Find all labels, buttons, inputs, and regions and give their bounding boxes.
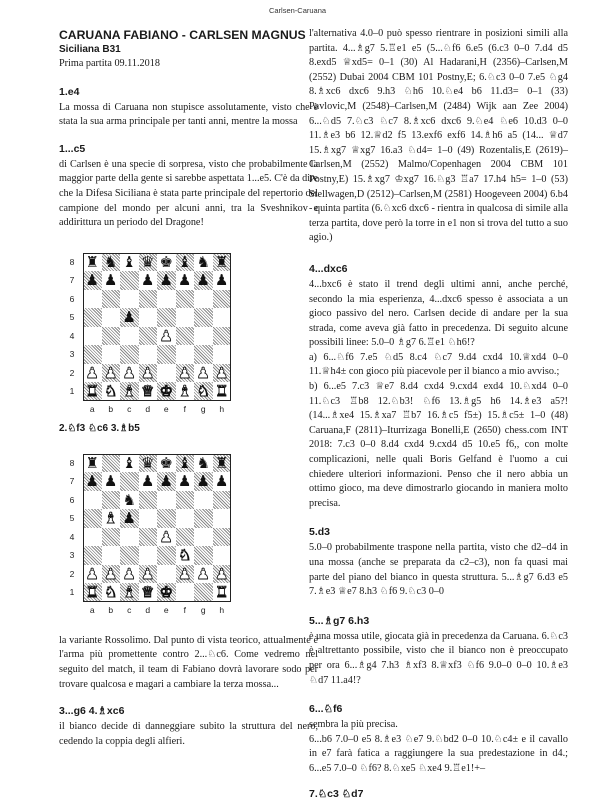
black-pawn-icon: ♟ <box>178 271 192 290</box>
white-knight-icon: ♞ <box>104 382 118 401</box>
black-knight-icon: ♞ <box>104 252 118 271</box>
black-pawn-icon: ♟ <box>196 472 210 491</box>
white-pawn-icon: ♟ <box>178 363 192 382</box>
white-pawn-icon: ♟ <box>141 363 155 382</box>
rank-label: 4 <box>69 330 75 341</box>
running-header: Carlsen-Caruana <box>268 6 327 15</box>
rank-label: 1 <box>69 386 75 397</box>
rank-label: 4 <box>69 531 75 542</box>
file-label: e <box>163 403 169 414</box>
white-pawn-icon: ♟ <box>104 363 118 382</box>
file-label: c <box>127 403 132 414</box>
move-comment-2: di Carlsen è una specie di sorpresa, visto che probabilmente la maggior parte della gente si sarebbe aspettata 1...e5. C'è da dire che la Difesa Siciliana è stata parte principale del repertorio del campione del mondo per alcuni anni, tra la Sveshnikov e addirittura un periodo del Dragone! <box>59 158 318 229</box>
black-pawn-icon: ♟ <box>141 271 155 290</box>
move-heading-2: 1...c5 <box>59 142 86 155</box>
white-pawn-icon: ♟ <box>85 363 99 382</box>
move-heading-7: 6...♘f6 <box>309 703 343 716</box>
white-pawn-icon: ♟ <box>178 564 192 583</box>
white-pawn-icon: ♟ <box>159 527 173 546</box>
black-queen-icon: ♛ <box>141 252 155 271</box>
black-knight-icon: ♞ <box>196 252 210 271</box>
rank-label: 1 <box>69 587 75 598</box>
move-comment-6: è una mossa utile, giocata già in precedenza da Caruana. 6.♘c3 è altrettanto possibile, visto che il bianco non è preoccupato per ora 6...♗g4 7.h3 ♗xf3 8.♕xf3 ♘f6 9.0–0 0–0 10.♗e3 ♘d7 11.a4!? <box>309 630 568 686</box>
black-rook-icon: ♜ <box>85 252 99 271</box>
move-comment-1: La mossa di Caruana non stupisce assolutamente, visto che è stata la sua arma principale per tanti anni, mentre la mossa <box>59 101 318 128</box>
rank-label: 3 <box>69 349 75 360</box>
rank-label: 3 <box>69 550 75 561</box>
move-heading-5: 5.d3 <box>309 526 331 539</box>
move-comment-5: 5.0–0 probabilmente traspone nella partita, visto che d2–d4 in una mossa (anche se preparata da c2–c3), non fa quasi mai parte del piano del bianco in questa struttura. 5...♗g7 6.d3 e5 7.♗e3 ♕e7 8.h3 ♘f6 9.♘c3 0–0 <box>309 542 568 598</box>
white-knight-icon: ♞ <box>196 382 210 401</box>
move-heading-6: 5...♗g7 6.h3 <box>309 614 370 627</box>
white-rook-icon: ♜ <box>85 382 99 401</box>
white-rook-icon: ♜ <box>215 583 229 602</box>
file-label: b <box>108 604 114 615</box>
file-label: d <box>145 403 151 414</box>
move-heading-3: 3...g6 4.♗xc6 <box>59 705 125 718</box>
black-queen-icon: ♛ <box>141 453 155 472</box>
black-pawn-icon: ♟ <box>104 472 118 491</box>
rank-label: 2 <box>69 367 75 378</box>
white-bishop-icon: ♝ <box>178 382 192 401</box>
white-king-icon: ♚ <box>159 583 173 602</box>
file-label: d <box>145 604 151 615</box>
black-bishop-icon: ♝ <box>178 453 192 472</box>
black-knight-icon: ♞ <box>122 490 136 509</box>
black-rook-icon: ♜ <box>215 453 229 472</box>
white-bishop-icon: ♝ <box>104 509 118 528</box>
black-pawn-icon: ♟ <box>215 472 229 491</box>
white-rook-icon: ♜ <box>215 382 229 401</box>
white-pawn-icon: ♟ <box>141 564 155 583</box>
file-label: b <box>108 403 114 414</box>
rank-label: 7 <box>69 275 75 286</box>
black-king-icon: ♚ <box>159 252 173 271</box>
black-pawn-icon: ♟ <box>159 472 173 491</box>
game-title: CARUANA FABIANO - CARLSEN MAGNUS <box>59 28 306 42</box>
rank-label: 5 <box>69 513 75 524</box>
white-pawn-icon: ♟ <box>159 326 173 345</box>
black-pawn-icon: ♟ <box>196 271 210 290</box>
variation-paragraph: l'alternativa 4.0–0 può spesso rientrare in posizioni simili alla partita. 4...♗g7 5.♖e1 e5 (5...♘f6 6.e5 (6.c3 0–0 7.d4 d5 8.exd5 ♕xd5= 0–1 (30) Al Hadarani,H (2356)–Carlsen,M (2552) Dubai 2004 CBM 101 Postny,E; 6.♘c3 0–0 7.e5 ♘g4 8.♗xc6 dxc6 9.h3 ♘h6 10.♘e4 b6 11.d3= 0–1 (33) Pavlovic,M (2548)–Carlsen,M (2484) Wijk aan Zee 2004) 6...♘d5 7.♘c3 ♘c7 8.♗xc6 dxc6 9.♘e4 ♘e6 10.d3 0–0 11.♗e3 b6 12.♕d2 f5 13.exf6 exf6 14.♗h6 a5 (14... ♕d7 15.♗xg7 ♕xg7 16.a3 ♘d4= 1–0 (49) Rozentalis,E (2619)–Carlsen,M (2552) Malmo/Copenhagen 2004 CBM 101 Postny,E) 15.♗xg7 ♔xg7 16.♘g3 ♖a7 17.h4 h5= 1–0 (53) Stellwagen,D (2512)–Carlsen,M (2581) Hoogeveen 2004) 6.b4 - quinta partita (6.♘xc6 dxc6 - rientra in qualcosa di simile alla terza partita, dove però la torre in e1 non si trova del tutto a suo agio.) <box>309 28 568 244</box>
black-pawn-icon: ♟ <box>122 509 136 528</box>
white-pawn-icon: ♟ <box>196 564 210 583</box>
black-rook-icon: ♜ <box>215 252 229 271</box>
file-label: g <box>200 604 206 615</box>
white-queen-icon: ♛ <box>141 382 155 401</box>
rank-label: 5 <box>69 312 75 323</box>
move-comment-3: il bianco decide di danneggiare subito la struttura del nero, cedendo la coppia degli alfieri. <box>59 721 318 747</box>
chess-diagram-1 <box>59 251 249 419</box>
file-label: e <box>163 604 169 615</box>
black-pawn-icon: ♟ <box>159 271 173 290</box>
variation-a: a) 6...♘f6 7.e5 ♘d5 8.c4 ♘c7 9.d4 cxd4 10.♕xd4 0–0 11.♕h4± con gioco più piacevole per il bianco a mio avviso.; <box>309 351 568 378</box>
diagram-caption-1: 2.♘f3 ♘c6 3.♗b5 <box>59 422 140 434</box>
black-pawn-icon: ♟ <box>215 271 229 290</box>
board-frame <box>83 253 231 401</box>
file-label: h <box>219 403 225 414</box>
move-comment-7: 6...b6 7.0–0 e5 8.♗e3 ♘e7 9.♘bd2 0–0 10.♘c4± e il cavallo in e7 farà fatica a raggiungere la sua predestazione in d4.; 6...e5 7.0–0 ♘f6? 8.♘xe5 ♘xe4 9.♖e1!+– <box>309 733 568 774</box>
white-pawn-icon: ♟ <box>104 564 118 583</box>
move-comment-4: 4...bxc6 è stato il trend degli ultimi anni, anche perché, secondo la mia esperienza, 4...dxc6 spesso è associata a un gioco passivo del nero. Carlsen decide di andare per la sua strada, come aveva già fatto in precedenza. Di seguito alcune possibili linee: 5.0–0 ♗g7 6.♖e1 ♘h6!? <box>309 278 568 349</box>
black-pawn-icon: ♟ <box>85 472 99 491</box>
white-knight-icon: ♞ <box>178 546 192 565</box>
white-rook-icon: ♜ <box>85 583 99 602</box>
white-king-icon: ♚ <box>159 382 173 401</box>
file-label: f <box>183 604 186 615</box>
black-pawn-icon: ♟ <box>122 308 136 327</box>
black-bishop-icon: ♝ <box>178 252 192 271</box>
move-heading-4: 4...dxc6 <box>309 262 348 275</box>
move-comment-7-lead: sembra la più precisa. <box>309 719 398 731</box>
white-pawn-icon: ♟ <box>122 564 136 583</box>
file-label: h <box>219 604 225 615</box>
black-bishop-icon: ♝ <box>122 453 136 472</box>
board-frame <box>83 454 231 602</box>
rank-label: 6 <box>69 494 75 505</box>
rossolimo-comment: la variante Rossolimo. Dal punto di vista teorico, attualmente è l'arma più promettente contro 2...♘c6. Come vedremo nel seguito del match, il team di Fabiano dovrà lavorare sodo per trovare qualcosa e magari a cambiare la terza mossa... <box>59 634 318 690</box>
rank-label: 7 <box>69 476 75 487</box>
file-label: g <box>200 403 206 414</box>
black-bishop-icon: ♝ <box>122 252 136 271</box>
rank-label: 8 <box>69 457 75 468</box>
file-label: f <box>183 403 186 414</box>
white-pawn-icon: ♟ <box>85 564 99 583</box>
move-heading-1: 1.e4 <box>59 85 80 98</box>
white-pawn-icon: ♟ <box>196 363 210 382</box>
rank-label: 6 <box>69 293 75 304</box>
black-king-icon: ♚ <box>159 453 173 472</box>
game-date: Prima partita 09.11.2018 <box>59 58 160 69</box>
black-pawn-icon: ♟ <box>141 472 155 491</box>
opening-name: Siciliana B31 <box>59 44 121 55</box>
move-heading-8: 7.♘c3 ♘d7 <box>309 787 364 800</box>
black-pawn-icon: ♟ <box>85 271 99 290</box>
black-pawn-icon: ♟ <box>178 472 192 491</box>
file-label: a <box>89 604 95 615</box>
rank-label: 8 <box>69 256 75 267</box>
rank-label: 2 <box>69 568 75 579</box>
right-column <box>309 27 568 803</box>
file-label: c <box>127 604 132 615</box>
white-pawn-icon: ♟ <box>122 363 136 382</box>
white-pawn-icon: ♟ <box>215 564 229 583</box>
black-pawn-icon: ♟ <box>104 271 118 290</box>
white-pawn-icon: ♟ <box>215 363 229 382</box>
black-rook-icon: ♜ <box>85 453 99 472</box>
chess-diagram-2 <box>59 452 249 620</box>
file-label: a <box>89 403 95 414</box>
left-column <box>59 28 318 749</box>
white-bishop-icon: ♝ <box>122 382 136 401</box>
white-bishop-icon: ♝ <box>122 583 136 602</box>
white-queen-icon: ♛ <box>141 583 155 602</box>
black-knight-icon: ♞ <box>196 453 210 472</box>
white-knight-icon: ♞ <box>104 583 118 602</box>
variation-b: b) 6...e5 7.c3 ♕e7 8.d4 cxd4 9.cxd4 exd4 10.♘xd4 0–0 11.♘c3 ♖b8 12.♘b3! ♘f6 13.♗g5 h6 14.♗e3 a5?! (14...♗xe4 15.♗xa7 ♖b7 16.♗c5 f5±) 15.♗c5± 1–0 (48) Caruana,F (2811)–Iturrizaga Bonelli,E (2650) chess.com INT 2018: 7.c3 0–0 8.d4 cxd4 9.cxd4 d5 10.e5 f6,, con molte complicazioni, nelle quali Boris Gelfand è l'uomo a cui chiedere ulteriori informazioni. Penso che il nero abbia un ottimo gioco, ma deve dimostrarlo giocando in maniera molto precisa. <box>309 381 568 509</box>
